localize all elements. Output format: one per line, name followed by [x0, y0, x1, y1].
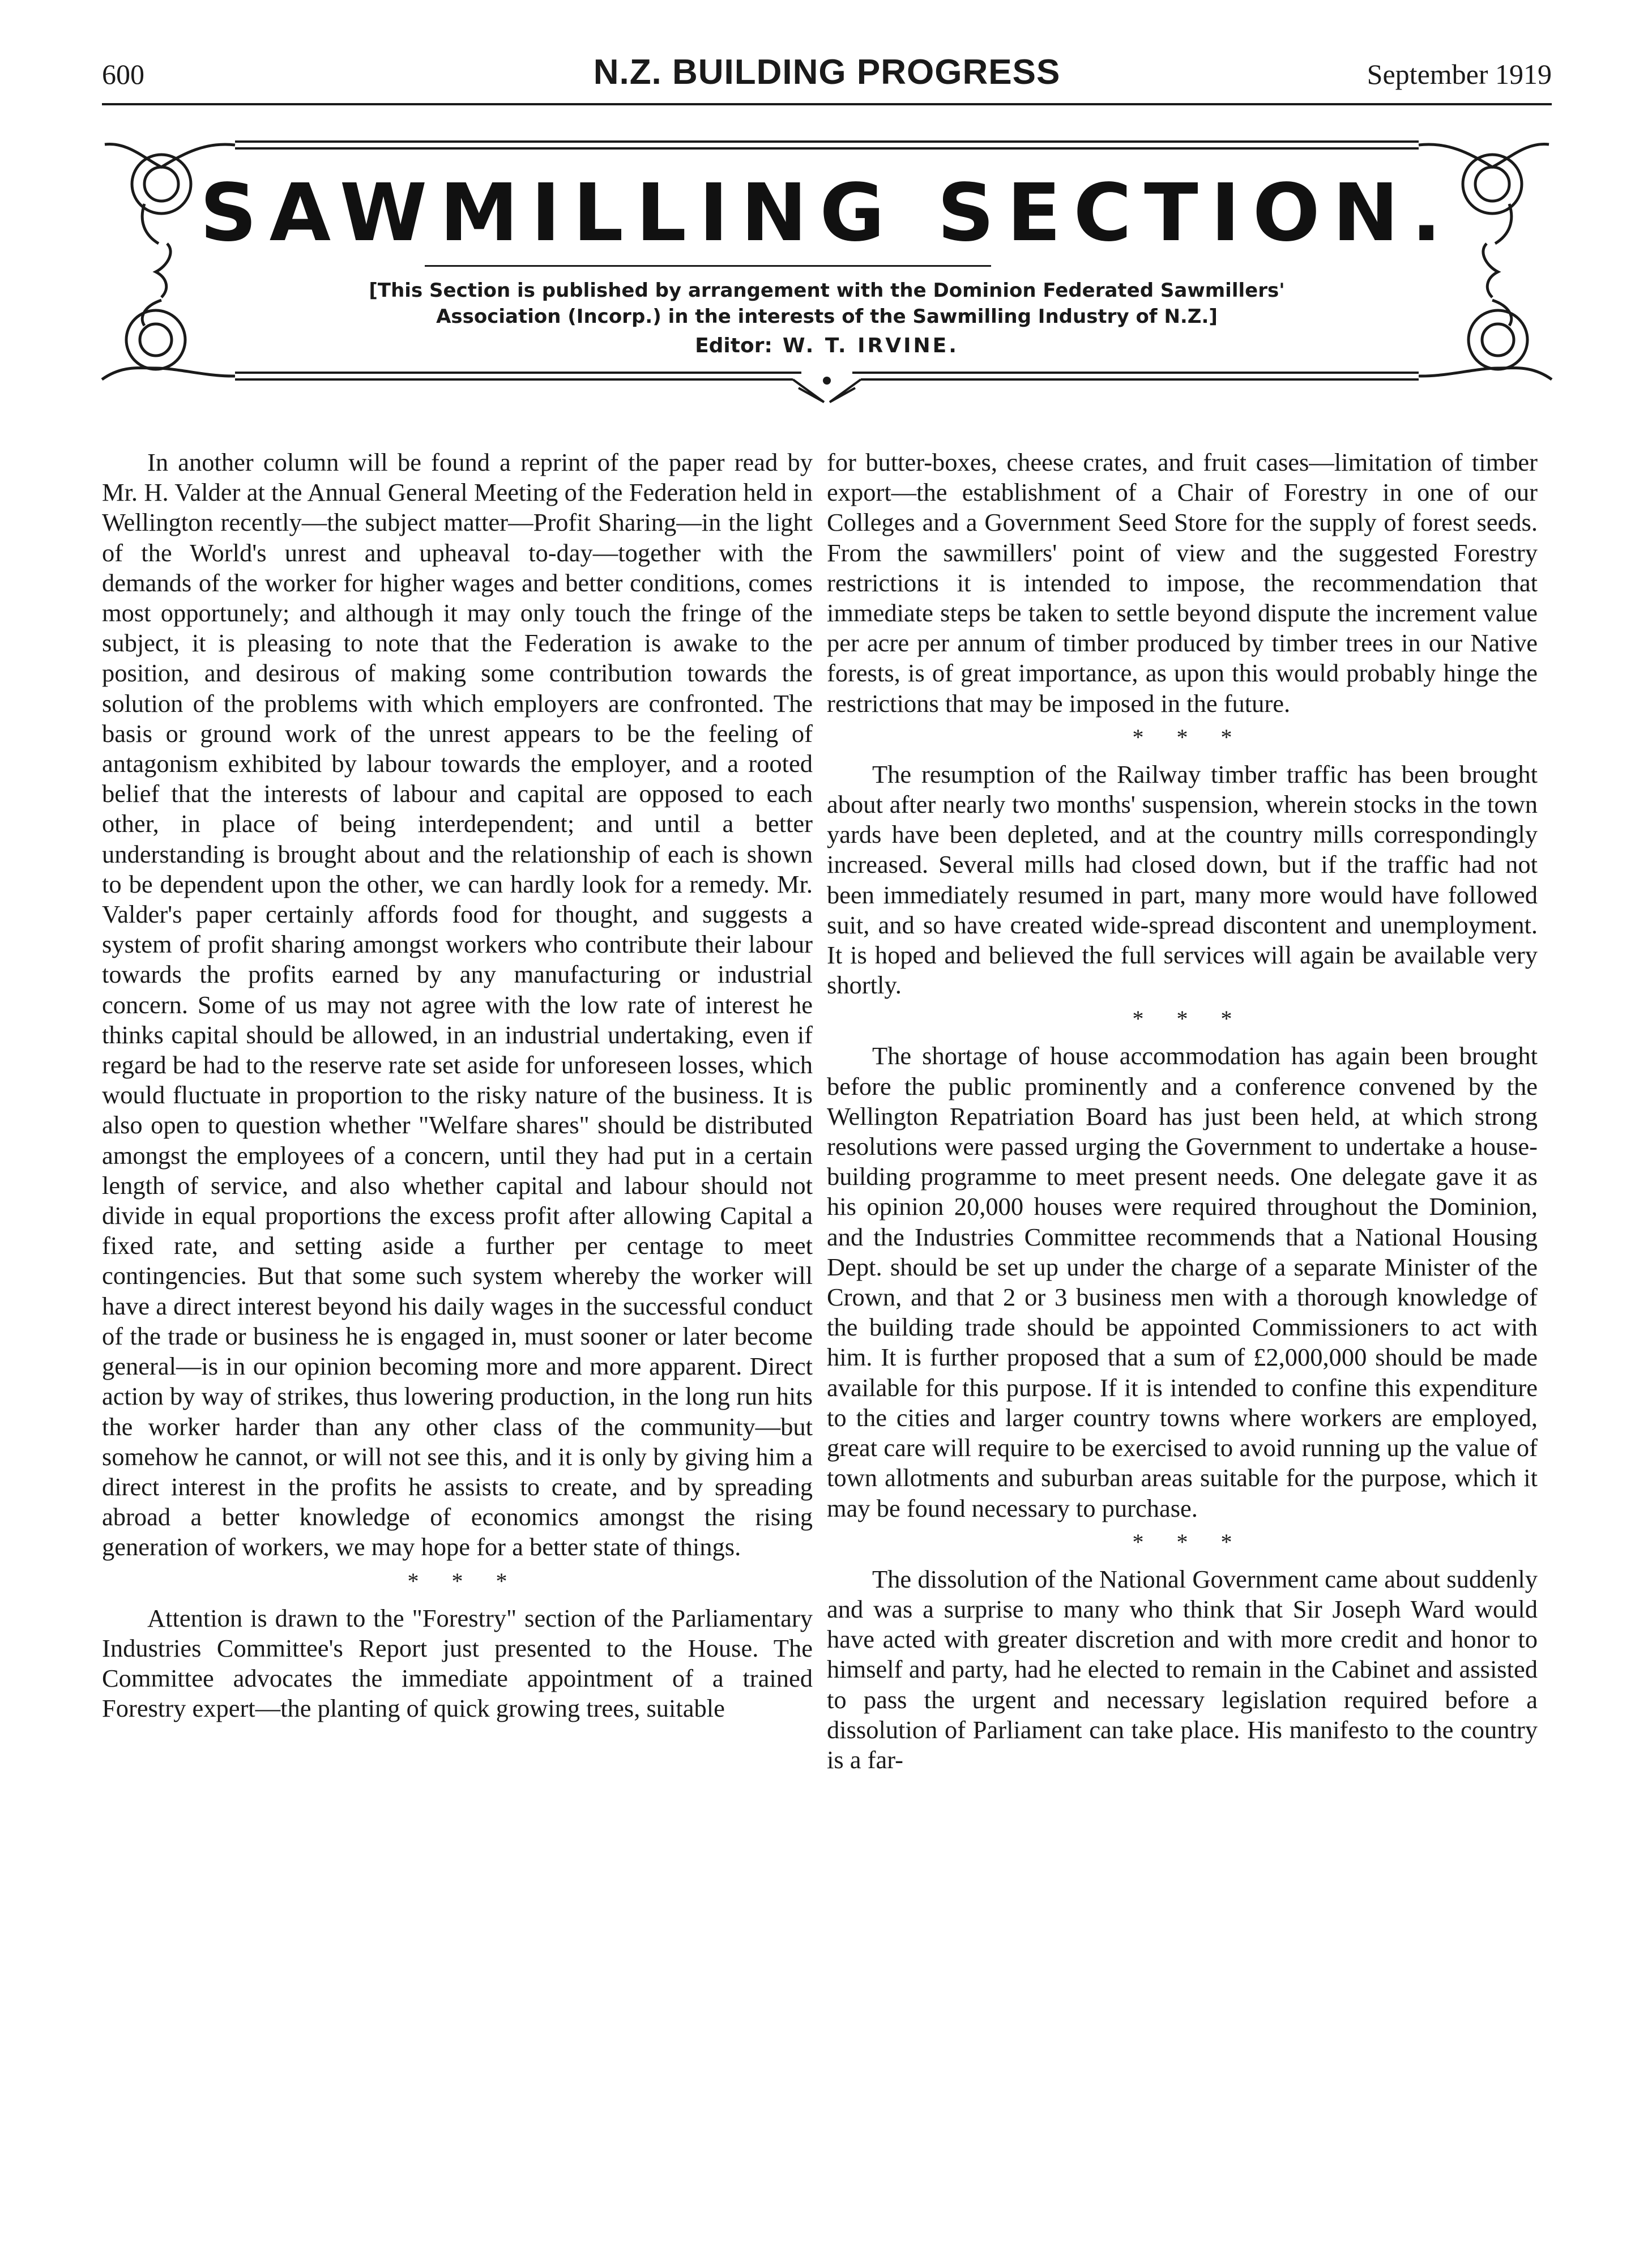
editor-name: W. T. IRVINE. [782, 334, 959, 357]
note-line-1: [This Section is published by arrangement with the Dominion Federated Sawmillers' [369, 279, 1285, 302]
article-paragraph: In another column will be found a reprint of the paper read by Mr. H. Valder at the Annual General Meeting of the Federation held in Wellington recently—the subject matter—Profit Sharing—in the light of the World's unrest and upheaval to-day—together with the demands of the worker for higher wages and better conditions, comes most opportunely; and although it may only touch the fringe of the subject, it is pleasing to note that the Federation is awake to the position, and desirous of making some contribution towards the solution of the problems with which employers are confronted. The basis or ground work of the unrest appears to be the feeling of antagonism exhibited by labour towards the employer, and a rooted belief that the interests of labour and capital are opposed to each other, in place of being interdependent; and until a better understanding is brought about and the relationship of each is shown to be dependent upon the other, we can hardly look for a remedy. Mr. Valder's paper certainly affords food for thought, and suggests a system of profit sharing amongst workers who contribute their labour towards the profits earned by any manufacturing or industrial concern. Some of us may not agree with the low rate of interest he thinks capital should be allowed, in an industrial undertaking, even if regard be had to the reserve rate set aside for unforeseen losses, which would fluctuate in proportion to the risky nature of the business. It is also open to question whether "Welfare shares" should be distributed amongst the employees of a concern, until they had put in a certain length of service, and also whether capital and labour should not divide in equal proportions the excess profit after allowing Capital a fixed rate, and setting aside a further per centage to meet contingencies. But that some such system whereby the worker will have a direct interest beyond his daily wages in the successful conduct of the trade or business he is engaged in, must sooner or later become general—is in our opinion becoming more and more apparent. Direct action by way of strikes, thus lowering production, in the long run hits the worker harder than any other class of the community—but somehow he cannot, or will not see this, and it is only by giving him a direct interest in the profits he assists to create, and by spreading abroad a better knowledge of economics amongst the rising generation of workers, we may hope for a better state of things. [102, 448, 813, 1561]
section-separator: * * * [407, 1568, 507, 1594]
note-line-2: Association (Incorp.) in the interests of the Sawmilling Industry of N.Z.] [436, 305, 1218, 328]
section-separator: * * * [1132, 1529, 1232, 1555]
issue-date: September 1919 [1367, 58, 1552, 90]
section-separator: * * * [1132, 724, 1232, 750]
title-rule [425, 265, 991, 267]
left-column [102, 447, 813, 1723]
page-number: 600 [102, 58, 144, 90]
article-paragraph-continued: for butter-boxes, cheese crates, and fruit cases—limitation of timber export—the establishment of a Chair of Forestry in one of our Colleges and a Government Seed Store for the supply of forest seeds. From the sawmillers' point of view and the suggested Forestry restrictions it is intended to impose, the recommendation that immediate steps be taken to settle beyond dispute the increment value per acre per annum of timber produced by timber trees in our Native forests, is of great importance, as upon this would probably hinge the restrictions that may be imposed in the future. [827, 448, 1538, 718]
article-paragraph: The shortage of house accommodation has again been brought before the public prominently and a conference convened by the Wellington Repatriation Board has just been held, at which strong resolutions were passed urging the Government to undertake a house-building programme to meet present needs. One delegate gave it as his opinion 20,000 houses were required throughout the Dominion, and the Industries Committee recommends that a National Housing Dept. should be set up under the charge of a separate Minister of the Crown, and that 2 or 3 business men with a thorough knowledge of the building trade should be appointed Commissioners to act with him. It is further proposed that a sum of £2,000,000 should be made available for this purpose. If it is intended to confine this expenditure to the cities and larger country towns where workers are employed, great care will require to be exercised to avoid running up the value of town allotments and suburban areas suitable for the purpose, which it may be found necessary to purchase. [827, 1042, 1538, 1522]
article-paragraph: The dissolution of the National Government came about suddenly and was a surprise to many who think that Sir Joseph Ward would have acted with greater discretion and with more credit and honor to himself and party, had he elected to remain in the Cabinet and assisted to pass the urgent and necessary legislation required before a dissolution of Parliament can take place. His manifesto to the country is a far- [827, 1564, 1538, 1774]
section-separator: * * * [1132, 1006, 1232, 1032]
section-note [263, 278, 1390, 330]
article-paragraph: The resumption of the Railway timber traffic has been brought about after nearly two months' suspension, wherein stocks in the town yards have been depleted, and at the country mills correspondingly increased. Several mills had closed down, but if the traffic had not been immediately resumed in part, many more would have followed suit, and so have created wide-spread discontent and unemployment. It is hoped and believed the full services will again be available very shortly. [827, 759, 1538, 1000]
right-column [827, 447, 1538, 1775]
section-banner [93, 136, 1560, 430]
editor-label: Editor: [695, 334, 772, 357]
section-title: SAWMILLING SECTION. [199, 167, 1454, 259]
editor-line [93, 334, 1560, 357]
running-head [102, 52, 1552, 105]
journal-title: N.Z. BUILDING PROGRESS [593, 53, 1061, 92]
article-paragraph: Attention is drawn to the "Forestry" section of the Parliamentary Industries Committee's Report just presented to the House. The Committee advocates the immediate appointment of a trained Forestry expert—the planting of quick growing trees, suitable [102, 1603, 813, 1723]
